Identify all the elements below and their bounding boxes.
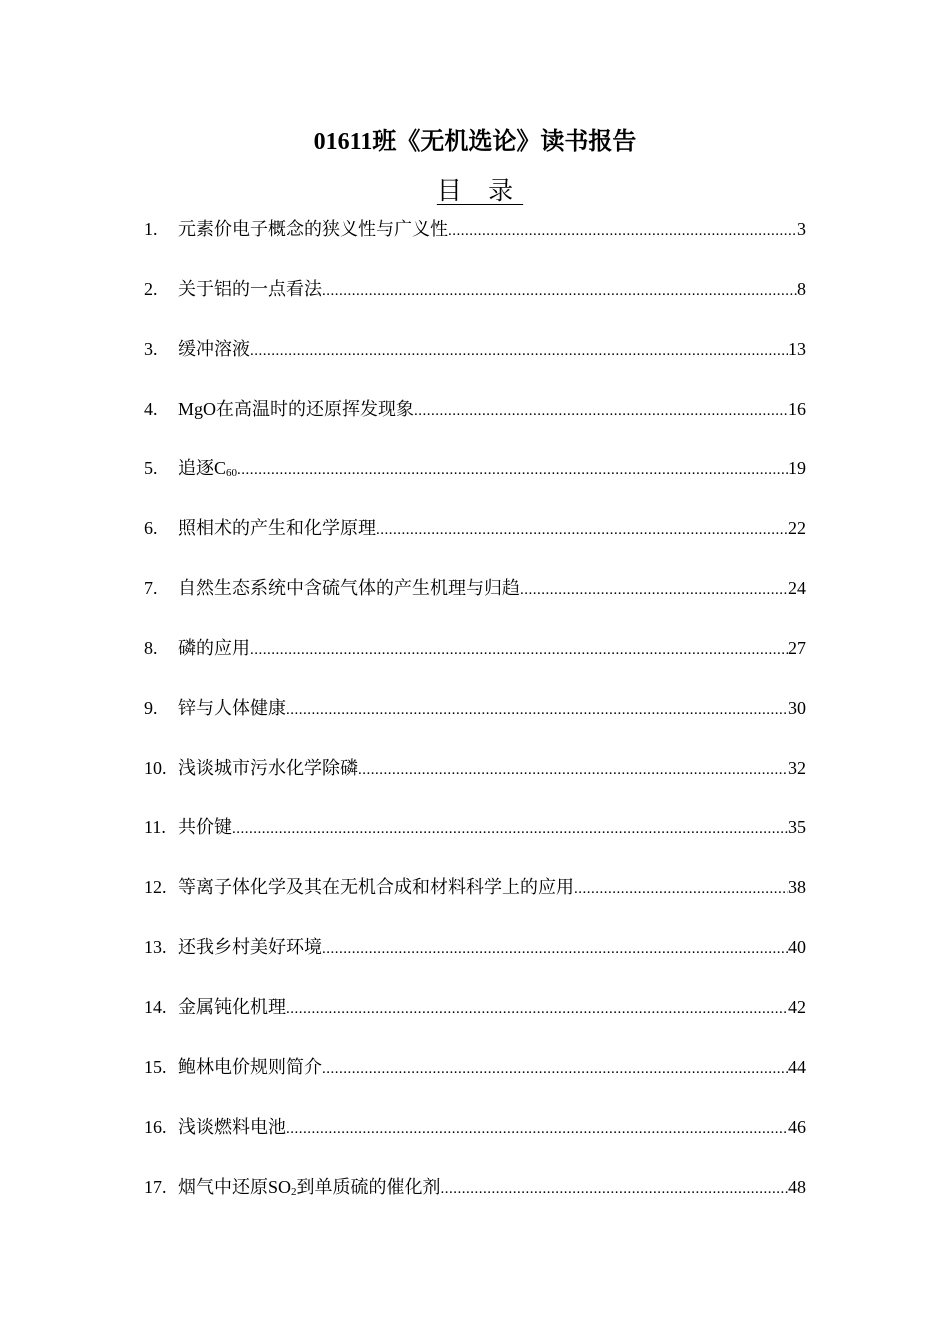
toc-entry-page-number: 27: [788, 637, 806, 658]
toc-entry-title-text: 共价键: [178, 817, 232, 838]
toc-entry-number: 4.: [144, 398, 158, 419]
toc-entry-title: [178, 451, 237, 488]
toc-dot-leader: [448, 214, 797, 248]
toc-entry-title: [178, 511, 376, 545]
toc-entry-number: 6.: [144, 518, 158, 539]
toc-entry-page-number: 8: [797, 278, 806, 299]
toc-entry-number: 8.: [144, 637, 158, 658]
toc-entry-title: [178, 392, 414, 426]
toc-entry-title-text: 金属钝化机理: [178, 996, 286, 1017]
toc-entry-page-number: 13: [788, 338, 806, 359]
toc-entry-number: 10.: [144, 757, 167, 778]
toc-entry[interactable]: [144, 571, 806, 631]
toc-entry[interactable]: [144, 451, 806, 511]
toc-entry-number: 16.: [144, 1116, 167, 1137]
toc-entry-title: [178, 810, 232, 844]
toc-entry-title: [178, 930, 322, 964]
toc-dot-leader: [286, 1112, 788, 1146]
toc-dot-leader: [250, 633, 788, 667]
toc-dot-leader: [232, 812, 788, 846]
toc-entry-number: 7.: [144, 578, 158, 599]
toc-entry-title-text: 还我乡村美好环境: [178, 937, 322, 958]
toc-entry-title: [178, 272, 322, 306]
toc-dot-leader: [286, 992, 788, 1026]
toc-entry-page-number: 22: [788, 518, 806, 539]
toc-entry[interactable]: [144, 930, 806, 990]
toc-dot-leader: [322, 274, 797, 308]
toc-entry[interactable]: [144, 631, 806, 691]
toc-heading-text: 目 录: [436, 178, 524, 205]
toc-entry-page-number: 35: [788, 817, 806, 838]
toc-entry-page-number: 40: [788, 937, 806, 958]
toc-entry-page-number: 42: [788, 996, 806, 1017]
toc-entry-number: 5.: [144, 458, 158, 479]
toc-dot-leader: [322, 1052, 788, 1086]
toc-entry-title: [178, 870, 574, 904]
toc-entry[interactable]: [144, 332, 806, 392]
toc-dot-leader: [322, 932, 788, 966]
toc-heading: [0, 174, 950, 210]
toc-entry-title: [178, 751, 358, 785]
toc-entry-title: [178, 332, 250, 366]
toc-entry[interactable]: [144, 691, 806, 751]
table-of-contents: [144, 212, 806, 1229]
toc-entry-title: [178, 1170, 441, 1207]
toc-entry-number: 11.: [144, 817, 166, 838]
toc-entry-page-number: 44: [788, 1056, 806, 1077]
toc-entry-page-number: 38: [788, 877, 806, 898]
toc-entry-subscript: 60: [226, 467, 238, 480]
toc-entry[interactable]: [144, 272, 806, 332]
toc-entry-title-text: MgO在高温时的还原挥发现象: [178, 398, 415, 419]
toc-entry-title-text: 关于铝的一点看法: [178, 278, 322, 299]
toc-entry-title-text: 等离子体化学及其在无机合成和材料科学上的应用: [178, 877, 574, 898]
toc-entry-title: [178, 691, 286, 725]
toc-entry-title: [178, 1110, 286, 1144]
toc-entry-page-number: 32: [788, 757, 806, 778]
toc-entry-page-number: 3: [797, 219, 806, 239]
toc-entry-page-number: 19: [788, 458, 806, 479]
toc-entry[interactable]: [144, 1170, 806, 1230]
toc-dot-leader: [441, 1172, 788, 1206]
toc-entry[interactable]: [144, 870, 806, 930]
toc-entry-title-text: 自然生态系统中含硫气体的产生机理与归趋: [178, 578, 520, 599]
toc-entry-title-text: 照相术的产生和化学原理: [178, 518, 376, 539]
toc-entry-number: 9.: [144, 697, 158, 718]
toc-entry-title-text: 鲍林电价规则简介: [178, 1056, 322, 1077]
toc-entry-title: [178, 212, 448, 246]
toc-entry-title: [178, 571, 520, 605]
toc-entry-title-suffix: 到单质硫的催化剂: [296, 1176, 441, 1197]
toc-entry[interactable]: [144, 751, 806, 811]
toc-entry-title-text: 浅谈城市污水化学除磷: [178, 757, 358, 778]
toc-entry-page-number: 16: [788, 398, 806, 419]
toc-entry-number: 13.: [144, 937, 167, 958]
toc-entry-page-number: 46: [788, 1116, 806, 1137]
toc-entry-number: 3.: [144, 338, 158, 359]
toc-entry[interactable]: [144, 212, 806, 272]
toc-entry-title: [178, 1050, 322, 1084]
toc-entry-title-text: 元素价电子概念的狭义性与广义性: [178, 219, 448, 239]
toc-entry[interactable]: [144, 810, 806, 870]
toc-entry[interactable]: [144, 1050, 806, 1110]
toc-entry[interactable]: [144, 1110, 806, 1170]
toc-entry[interactable]: [144, 392, 806, 452]
toc-entry-number: 15.: [144, 1056, 167, 1077]
toc-dot-leader: [376, 513, 788, 547]
toc-entry-title-text: 浅谈燃料电池: [178, 1116, 286, 1137]
toc-entry-title-text: 烟气中还原SO: [178, 1176, 292, 1197]
toc-dot-leader: [250, 334, 788, 368]
toc-entry-title: [178, 990, 286, 1024]
toc-entry-number: 14.: [144, 996, 167, 1017]
toc-dot-leader: [520, 573, 788, 607]
toc-entry[interactable]: [144, 511, 806, 571]
toc-entry-number: 2.: [144, 278, 158, 299]
toc-entry-title-text: 缓冲溶液: [178, 338, 250, 359]
toc-entry[interactable]: [144, 990, 806, 1050]
toc-entry-number: 1.: [144, 219, 158, 239]
toc-dot-leader: [286, 693, 788, 727]
document-title: 01611班《无机选论》读书报告: [313, 129, 637, 155]
toc-entry-subscript: 2: [291, 1185, 297, 1198]
toc-entry-title-text: 磷的应用: [178, 637, 250, 658]
toc-entry-page-number: 24: [788, 578, 806, 599]
toc-entry-page-number: 48: [788, 1176, 806, 1197]
toc-entry-number: 12.: [144, 877, 167, 898]
toc-entry-title: [178, 631, 250, 665]
toc-dot-leader: [574, 872, 788, 906]
toc-dot-leader: [414, 394, 788, 428]
toc-entry-number: 17.: [144, 1176, 167, 1197]
toc-entry-page-number: 30: [788, 697, 806, 718]
toc-dot-leader: [358, 753, 788, 787]
toc-dot-leader: [237, 453, 788, 487]
toc-entry-title-text: 追逐C: [178, 458, 227, 479]
toc-entry-title-text: 锌与人体健康: [178, 697, 286, 718]
